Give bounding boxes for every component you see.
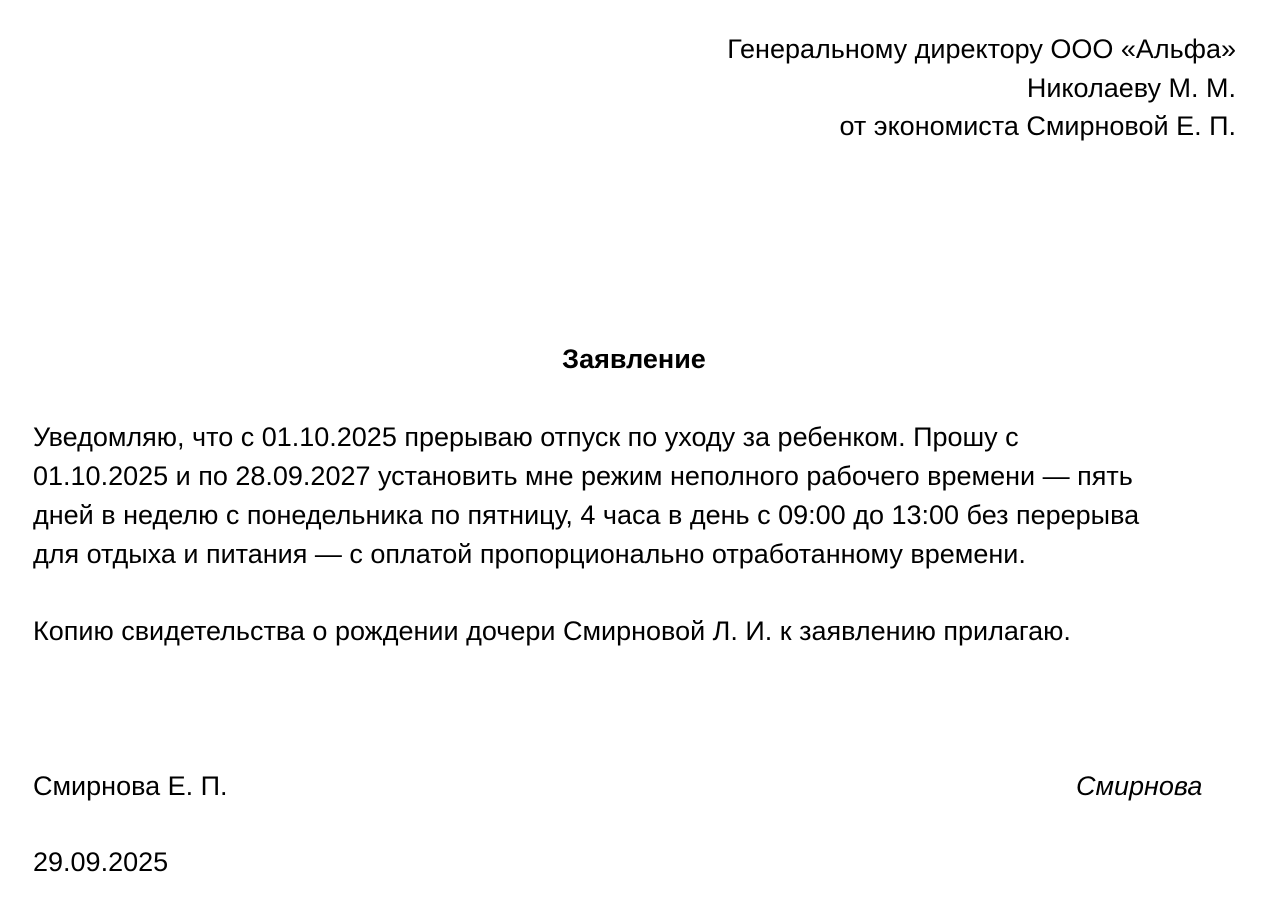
addressee-line-2: Николаеву М. М. [1026,73,1236,103]
body-line-1: Уведомляю, что с 01.10.2025 прерываю отпуск по уходу за ребенком. Прошу с [33,422,1019,452]
body-paragraph-2: Копию свидетельства о рождении дочери Смирновой Л. И. к заявлению прилагаю. [33,616,1071,646]
signature: Смирнова [1076,771,1203,801]
document-title: Заявление [562,344,706,374]
applicant-name: Смирнова Е. П. [33,771,228,801]
sender-line: от экономиста Смирновой Е. П. [839,111,1236,141]
addressee-line-1: Генеральному директору ООО «Альфа» [727,34,1236,64]
body-line-2: 01.10.2025 и по 28.09.2027 установить мне режим неполного рабочего времени — пять [33,461,1133,491]
body-line-3: дней в неделю с понедельника по пятницу, 4 часа в день с 09:00 до 13:00 без перерыва [33,500,1140,530]
body-line-4: для отдыха и питания — с оплатой пропорционально отработанному времени. [33,539,1026,569]
document-date: 29.09.2025 [33,847,169,877]
